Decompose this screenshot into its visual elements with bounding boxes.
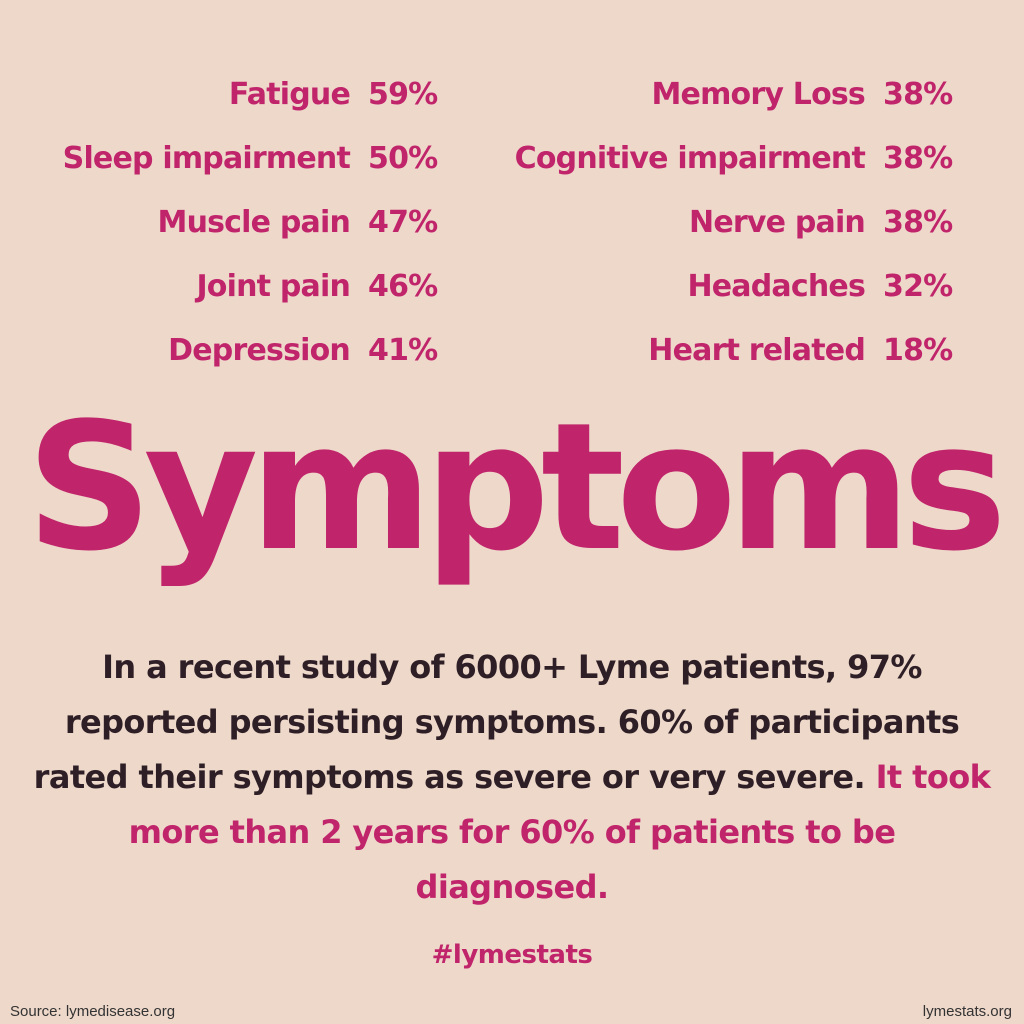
stats-right-column <box>470 62 955 382</box>
stat-label: Headaches <box>687 268 865 304</box>
study-text: In a recent study of 6000+ Lyme patients, 97% reported persisting symptoms. 60% of participants rated their symptoms as severe or very severe. <box>33 648 960 796</box>
stat-label: Joint pain <box>196 268 350 304</box>
stat-value: 50% <box>368 140 438 176</box>
stat-row <box>0 190 440 254</box>
stat-row <box>470 318 955 382</box>
stat-value: 38% <box>883 76 953 112</box>
stat-label: Muscle pain <box>157 204 350 240</box>
stat-label: Memory Loss <box>651 76 865 112</box>
stat-value: 38% <box>883 140 953 176</box>
stat-label: Nerve pain <box>689 204 865 240</box>
stat-row <box>470 62 955 126</box>
study-paragraph <box>30 640 994 915</box>
stat-value: 38% <box>883 204 953 240</box>
page-title: Symptoms <box>25 385 999 590</box>
stat-label: Depression <box>168 332 350 368</box>
source-credit: Source: lymedisease.org <box>10 1003 176 1020</box>
stat-row <box>470 190 955 254</box>
study-highlight: It took more than 2 years for 60% of patients to be diagnosed. <box>128 758 991 906</box>
stats-left-column <box>0 62 440 382</box>
stat-label: Cognitive impairment <box>514 140 865 176</box>
stat-value: 32% <box>883 268 953 304</box>
stat-label: Sleep impairment <box>62 140 350 176</box>
stat-row <box>0 62 440 126</box>
stat-row <box>470 254 955 318</box>
stat-row <box>0 254 440 318</box>
stat-value: 41% <box>368 332 438 368</box>
symptom-stats <box>0 62 1024 382</box>
hashtag: #lymestats <box>431 940 593 970</box>
stat-value: 46% <box>368 268 438 304</box>
stat-value: 47% <box>368 204 438 240</box>
stat-row <box>0 318 440 382</box>
stat-row <box>0 126 440 190</box>
stat-value: 59% <box>368 76 438 112</box>
stat-value: 18% <box>883 332 953 368</box>
stat-label: Heart related <box>648 332 865 368</box>
stat-label: Fatigue <box>228 76 350 112</box>
stat-row <box>470 126 955 190</box>
site-credit: lymestats.org <box>922 1003 1012 1020</box>
